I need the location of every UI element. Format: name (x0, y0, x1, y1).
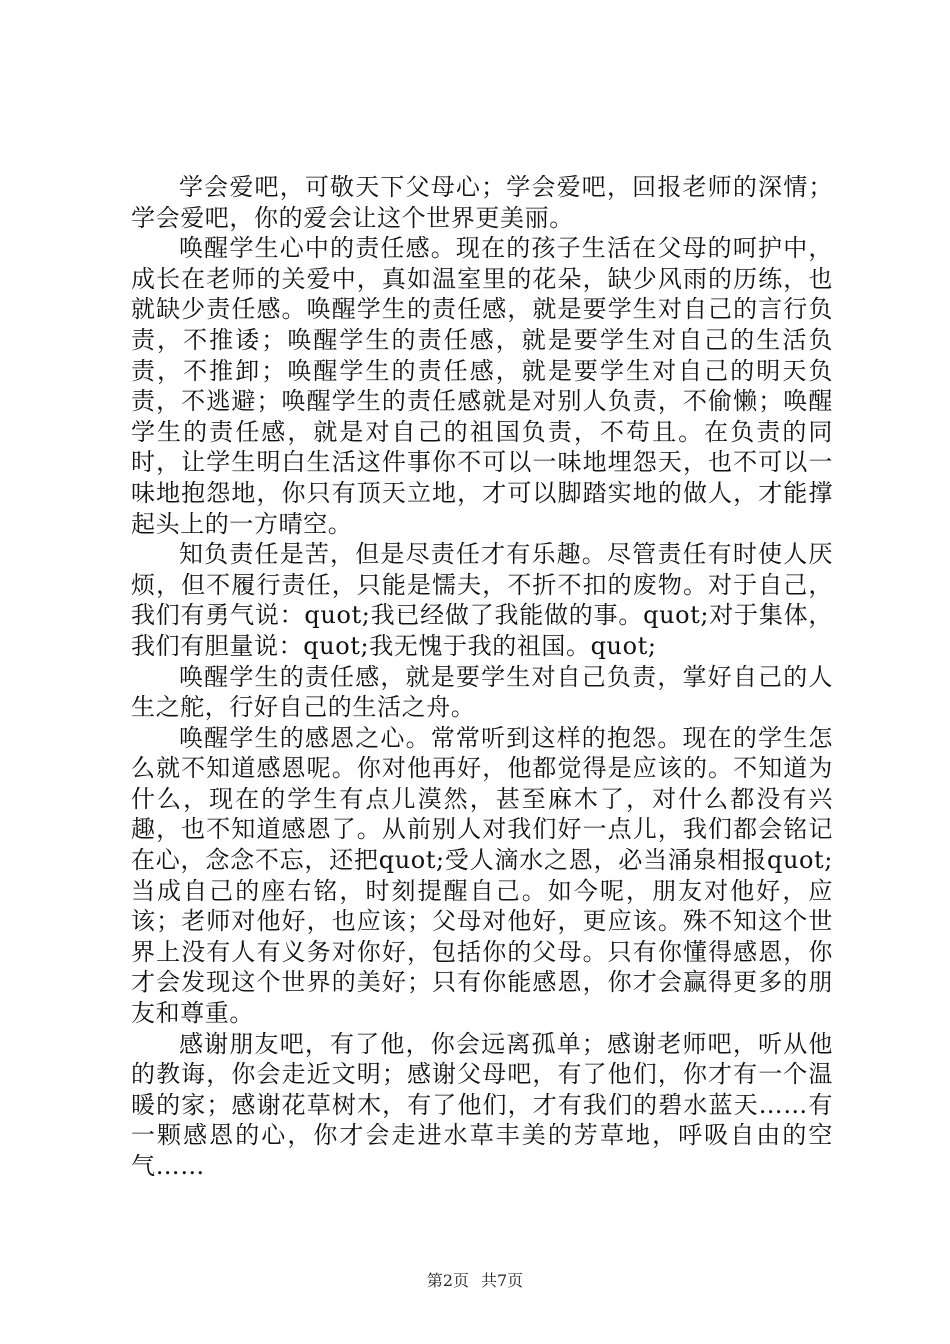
document-body (131, 172, 833, 1182)
page-footer (0, 1268, 950, 1291)
paragraph: 学会爱吧，可敬天下父母心；学会爱吧，回报老师的深情；学会爱吧，你的爱会让这个世界更美丽。 (131, 173, 833, 232)
paragraph: 知负责任是苦，但是尽责任才有乐趣。尽管责任有时使人厌烦，但不履行责任，只能是懦夫，不折不扣的废物。对于自己，我们有勇气说：quot;我已经做了我能做的事。quot;对于集体，我们有胆量说：quot;我无愧于我的祖国。quot; (131, 540, 833, 660)
page-number: 第2页 (426, 1271, 469, 1290)
paragraph: 感谢朋友吧，有了他，你会远离孤单；感谢老师吧，听从他的教诲，你会走近文明；感谢父母吧，有了他们，你才有一个温暖的家；感谢花草树木，有了他们，才有我们的碧水蓝天……有一颗感恩的心，你才会走进水草丰美的芳草地，呼吸自由的空气…… (131, 1029, 833, 1180)
paragraph: 唤醒学生的责任感，就是要学生对自己负责，掌好自己的人生之舵，行好自己的生活之舟。 (131, 662, 833, 722)
paragraph: 唤醒学生的感恩之心。常常听到这样的抱怨。现在的学生怎么就不知道感恩呢。你对他再好，他都觉得是应该的。不知道为什么，现在的学生有点儿漠然，甚至麻木了，对什么都没有兴趣，也不知道感恩了。从前别人对我们好一点儿，我们都会铭记在心，念念不忘，还把quot;受人滴水之恩，必当涌泉相报quot;当成自己的座右铭，时刻提醒自己。如今呢，朋友对他好，应该；老师对他好，也应该；父母对他好，更应该。殊不知这个世界上没有人有义务对你好，包括你的父母。只有你懂得感恩，你才会发现这个世界的美好；只有你能感恩，你才会赢得更多的朋友和尊重。 (131, 723, 833, 1028)
page-total: 共7页 (481, 1271, 524, 1290)
paragraph: 唤醒学生心中的责任感。现在的孩子生活在父母的呵护中，成长在老师的关爱中，真如温室里的花朵，缺少风雨的历练，也就缺少责任感。唤醒学生的责任感，就是要学生对自己的言行负责，不推诿；唤醒学生的责任感，就是要学生对自己的生活负责，不推卸；唤醒学生的责任感，就是要学生对自己的明天负责，不逃避；唤醒学生的责任感就是对别人负责，不偷懒；唤醒学生的责任感，就是对自己的祖国负责，不苟且。在负责的同时，让学生明白生活这件事你不可以一味地埋怨天，也不可以一味地抱怨地，你只有顶天立地，才可以脚踏实地的做人，才能撑起头上的一方晴空。 (131, 234, 833, 538)
